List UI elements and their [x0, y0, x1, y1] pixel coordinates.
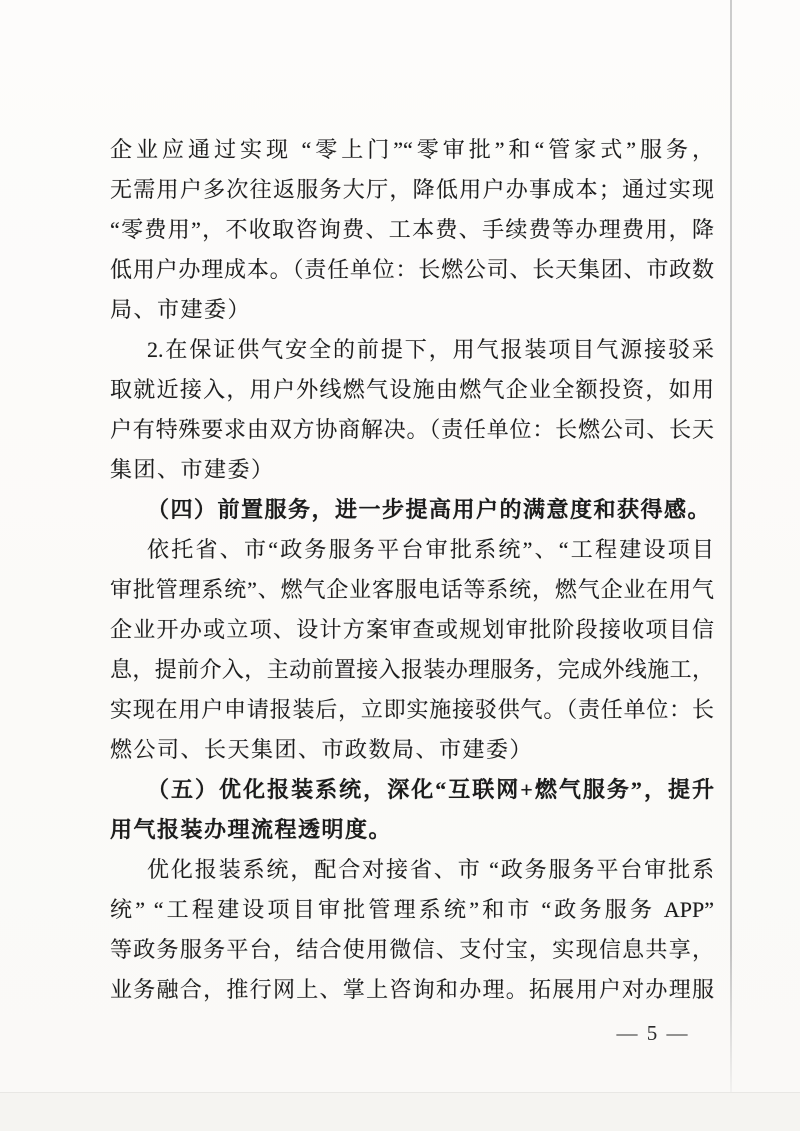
text-line: 优化报装系统，配合对接省、市 “政务服务平台审批系 — [147, 857, 714, 882]
text-line: 依托省、市“政务服务平台审批系统”、“工程建设项目 — [147, 537, 714, 562]
page-number: — 5 — — [616, 1021, 690, 1045]
text-line: 燃公司、长天集团、市政数局、市建委） — [110, 737, 534, 762]
section-heading: 用气报装办理流程透明度。 — [110, 817, 393, 842]
text-line: 2.在保证供气安全的前提下，用气报装项目气源接驳采 — [147, 337, 714, 362]
text-line: 局、市建委） — [110, 297, 252, 322]
text-line: 取就近接入，用户外线燃气设施由燃气企业全额投资，如用 — [110, 377, 714, 402]
text-line: 实现在用户申请报装后，立即实施接驳供气。（责任单位：长 — [110, 697, 714, 722]
text-line: 企业开办或立项、设计方案审查或规划审批阶段接收项目信 — [110, 617, 714, 642]
section-heading: （四）前置服务，进一步提高用户的满意度和获得感。 — [147, 497, 712, 522]
text-line: 企业应通过实现 “零上门”“零审批”和“管家式”服务， — [110, 137, 714, 162]
document-body — [110, 130, 714, 1010]
text-line: 等政务服务平台，结合使用微信、支付宝，实现信息共享， — [110, 937, 714, 962]
scan-edge-vertical-line — [730, 0, 732, 1114]
text-line: “零费用”，不收取咨询费、工本费、手续费等办理费用，降 — [110, 217, 714, 242]
text-line: 无需用户多次往返服务大厅，降低用户办事成本；通过实现 — [110, 177, 714, 202]
scan-edge-bottom-band — [0, 1092, 800, 1131]
text-line: 集团、市建委） — [110, 457, 275, 482]
section-heading: （五）优化报装系统，深化“互联网+燃气服务”，提升 — [147, 777, 714, 802]
text-line: 审批管理系统”、燃气企业客服电话等系统，燃气企业在用气 — [110, 577, 714, 602]
text-line: 低用户办理成本。（责任单位：长燃公司、长天集团、市政数 — [110, 257, 714, 282]
text-line: 息，提前介入，主动前置接入报装办理服务，完成外线施工， — [110, 657, 714, 682]
text-line: 业务融合，推行网上、掌上咨询和办理。拓展用户对办理服 — [110, 977, 714, 1002]
text-line: 统” “工程建设项目审批管理系统”和市 “政务服务 APP” — [110, 897, 714, 922]
text-line: 户有特殊要求由双方协商解决。（责任单位：长燃公司、长天 — [110, 417, 714, 442]
